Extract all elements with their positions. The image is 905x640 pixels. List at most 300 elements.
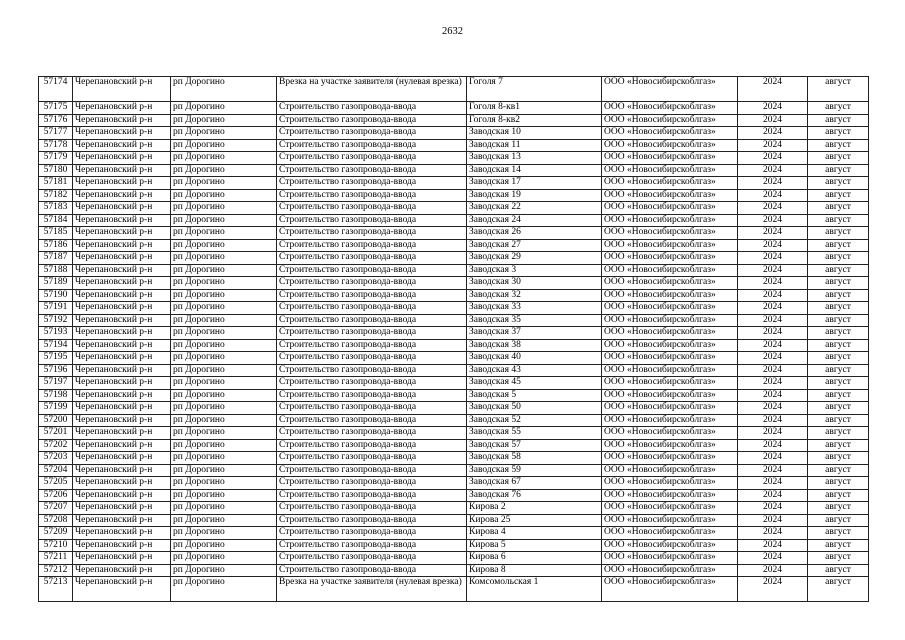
year-cell: 2024 (738, 452, 808, 465)
organization-cell: ООО «Новосибирскоблгаз» (602, 352, 738, 365)
row-number-cell: 57181 (39, 177, 73, 190)
organization-cell: ООО «Новосибирскоблгаз» (602, 277, 738, 290)
month-cell: август (808, 489, 869, 502)
table-row (39, 189, 869, 202)
organization-cell: ООО «Новосибирскоблгаз» (602, 577, 738, 602)
work-type-cell: Строительство газопровода-ввода (277, 152, 467, 165)
work-type-cell: Строительство газопровода-ввода (277, 339, 467, 352)
year-cell: 2024 (738, 502, 808, 515)
month-cell: август (808, 289, 869, 302)
address-cell: Заводская 40 (467, 352, 602, 365)
settlement-cell: рп Дорогино (171, 152, 277, 165)
organization-cell: ООО «Новосибирскоблгаз» (602, 214, 738, 227)
district-cell: Черепановский р-н (73, 139, 171, 152)
month-cell: август (808, 414, 869, 427)
month-cell: август (808, 327, 869, 340)
month-cell: август (808, 339, 869, 352)
row-number-cell: 57176 (39, 114, 73, 127)
district-cell: Черепановский р-н (73, 502, 171, 515)
organization-cell: ООО «Новосибирскоблгаз» (602, 102, 738, 115)
work-type-cell: Строительство газопровода-ввода (277, 527, 467, 540)
row-number-cell: 57174 (39, 77, 73, 102)
settlement-cell: рп Дорогино (171, 77, 277, 102)
address-cell: Заводская 24 (467, 214, 602, 227)
year-cell: 2024 (738, 189, 808, 202)
table-row (39, 277, 869, 290)
work-type-cell: Строительство газопровода-ввода (277, 502, 467, 515)
row-number-cell: 57198 (39, 389, 73, 402)
work-type-cell: Строительство газопровода-ввода (277, 452, 467, 465)
row-number-cell: 57212 (39, 564, 73, 577)
row-number-cell: 57179 (39, 152, 73, 165)
year-cell: 2024 (738, 564, 808, 577)
work-type-cell: Строительство газопровода-ввода (277, 514, 467, 527)
row-number-cell: 57183 (39, 202, 73, 215)
month-cell: август (808, 352, 869, 365)
address-cell: Заводская 10 (467, 127, 602, 140)
year-cell: 2024 (738, 577, 808, 602)
organization-cell: ООО «Новосибирскоблгаз» (602, 427, 738, 440)
address-cell: Заводская 45 (467, 377, 602, 390)
table-row (39, 489, 869, 502)
district-cell: Черепановский р-н (73, 327, 171, 340)
district-cell: Черепановский р-н (73, 577, 171, 602)
settlement-cell: рп Дорогино (171, 189, 277, 202)
year-cell: 2024 (738, 439, 808, 452)
work-type-cell: Строительство газопровода-ввода (277, 439, 467, 452)
year-cell: 2024 (738, 402, 808, 415)
district-cell: Черепановский р-н (73, 227, 171, 240)
table-row (39, 302, 869, 315)
settlement-cell: рп Дорогино (171, 552, 277, 565)
month-cell: август (808, 102, 869, 115)
organization-cell: ООО «Новосибирскоблгаз» (602, 502, 738, 515)
address-cell: Кирова 25 (467, 514, 602, 527)
settlement-cell: рп Дорогино (171, 177, 277, 190)
settlement-cell: рп Дорогино (171, 339, 277, 352)
district-cell: Черепановский р-н (73, 377, 171, 390)
year-cell: 2024 (738, 164, 808, 177)
table-row (39, 139, 869, 152)
row-number-cell: 57188 (39, 264, 73, 277)
work-type-cell: Строительство газопровода-ввода (277, 539, 467, 552)
month-cell: август (808, 239, 869, 252)
settlement-cell: рп Дорогино (171, 377, 277, 390)
table-row (39, 164, 869, 177)
table-row (39, 152, 869, 165)
organization-cell: ООО «Новосибирскоблгаз» (602, 164, 738, 177)
work-type-cell: Строительство газопровода-ввода (277, 552, 467, 565)
table-row (39, 214, 869, 227)
address-cell: Заводская 3 (467, 264, 602, 277)
district-cell: Черепановский р-н (73, 389, 171, 402)
district-cell: Черепановский р-н (73, 477, 171, 490)
year-cell: 2024 (738, 214, 808, 227)
settlement-cell: рп Дорогино (171, 539, 277, 552)
month-cell: август (808, 127, 869, 140)
organization-cell: ООО «Новосибирскоблгаз» (602, 439, 738, 452)
year-cell: 2024 (738, 552, 808, 565)
month-cell: август (808, 427, 869, 440)
address-cell: Гоголя 8-кв2 (467, 114, 602, 127)
year-cell: 2024 (738, 289, 808, 302)
organization-cell: ООО «Новосибирскоблгаз» (602, 202, 738, 215)
address-cell: Комсомольская 1 (467, 577, 602, 602)
year-cell: 2024 (738, 539, 808, 552)
table-row (39, 352, 869, 365)
settlement-cell: рп Дорогино (171, 489, 277, 502)
settlement-cell: рп Дорогино (171, 252, 277, 265)
row-number-cell: 57187 (39, 252, 73, 265)
year-cell: 2024 (738, 127, 808, 140)
settlement-cell: рп Дорогино (171, 227, 277, 240)
month-cell: август (808, 452, 869, 465)
row-number-cell: 57205 (39, 477, 73, 490)
year-cell: 2024 (738, 364, 808, 377)
work-type-cell: Строительство газопровода-ввода (277, 464, 467, 477)
district-cell: Черепановский р-н (73, 489, 171, 502)
work-type-cell: Строительство газопровода-ввода (277, 127, 467, 140)
year-cell: 2024 (738, 327, 808, 340)
settlement-cell: рп Дорогино (171, 439, 277, 452)
month-cell: август (808, 577, 869, 602)
month-cell: август (808, 139, 869, 152)
address-cell: Заводская 13 (467, 152, 602, 165)
work-type-cell: Строительство газопровода-ввода (277, 302, 467, 315)
organization-cell: ООО «Новосибирскоблгаз» (602, 264, 738, 277)
organization-cell: ООО «Новосибирскоблгаз» (602, 127, 738, 140)
table-row (39, 464, 869, 477)
organization-cell: ООО «Новосибирскоблгаз» (602, 552, 738, 565)
year-cell: 2024 (738, 227, 808, 240)
row-number-cell: 57194 (39, 339, 73, 352)
work-type-cell: Строительство газопровода-ввода (277, 102, 467, 115)
organization-cell: ООО «Новосибирскоблгаз» (602, 564, 738, 577)
month-cell: август (808, 477, 869, 490)
table-row (39, 514, 869, 527)
district-cell: Черепановский р-н (73, 439, 171, 452)
table-row (39, 439, 869, 452)
row-number-cell: 57206 (39, 489, 73, 502)
district-cell: Черепановский р-н (73, 527, 171, 540)
row-number-cell: 57195 (39, 352, 73, 365)
work-type-cell: Строительство газопровода-ввода (277, 252, 467, 265)
settlement-cell: рп Дорогино (171, 314, 277, 327)
district-cell: Черепановский р-н (73, 252, 171, 265)
address-cell: Заводская 32 (467, 289, 602, 302)
district-cell: Черепановский р-н (73, 77, 171, 102)
address-cell: Заводская 35 (467, 314, 602, 327)
work-type-cell: Строительство газопровода-ввода (277, 489, 467, 502)
address-cell: Заводская 26 (467, 227, 602, 240)
year-cell: 2024 (738, 389, 808, 402)
organization-cell: ООО «Новосибирскоблгаз» (602, 539, 738, 552)
month-cell: август (808, 539, 869, 552)
table-row (39, 414, 869, 427)
settlement-cell: рп Дорогино (171, 289, 277, 302)
settlement-cell: рп Дорогино (171, 452, 277, 465)
work-type-cell: Строительство газопровода-ввода (277, 214, 467, 227)
organization-cell: ООО «Новосибирскоблгаз» (602, 364, 738, 377)
settlement-cell: рп Дорогино (171, 477, 277, 490)
district-cell: Черепановский р-н (73, 102, 171, 115)
year-cell: 2024 (738, 352, 808, 365)
district-cell: Черепановский р-н (73, 189, 171, 202)
table-row (39, 527, 869, 540)
address-cell: Кирова 2 (467, 502, 602, 515)
address-cell: Заводская 29 (467, 252, 602, 265)
organization-cell: ООО «Новосибирскоблгаз» (602, 514, 738, 527)
district-cell: Черепановский р-н (73, 114, 171, 127)
address-cell: Заводская 57 (467, 439, 602, 452)
table-row (39, 577, 869, 602)
work-type-cell: Строительство газопровода-ввода (277, 327, 467, 340)
row-number-cell: 57175 (39, 102, 73, 115)
work-type-cell: Строительство газопровода-ввода (277, 114, 467, 127)
year-cell: 2024 (738, 489, 808, 502)
settlement-cell: рп Дорогино (171, 302, 277, 315)
table-row (39, 202, 869, 215)
month-cell: август (808, 114, 869, 127)
settlement-cell: рп Дорогино (171, 164, 277, 177)
row-number-cell: 57210 (39, 539, 73, 552)
month-cell: август (808, 402, 869, 415)
organization-cell: ООО «Новосибирскоблгаз» (602, 239, 738, 252)
row-number-cell: 57211 (39, 552, 73, 565)
address-cell: Заводская 5 (467, 389, 602, 402)
work-type-cell: Строительство газопровода-ввода (277, 164, 467, 177)
work-type-cell: Строительство газопровода-ввода (277, 477, 467, 490)
settlement-cell: рп Дорогино (171, 427, 277, 440)
table-row (39, 177, 869, 190)
row-number-cell: 57185 (39, 227, 73, 240)
settlement-cell: рп Дорогино (171, 277, 277, 290)
settlement-cell: рп Дорогино (171, 327, 277, 340)
organization-cell: ООО «Новосибирскоблгаз» (602, 152, 738, 165)
address-cell: Заводская 33 (467, 302, 602, 315)
work-type-cell: Строительство газопровода-ввода (277, 202, 467, 215)
row-number-cell: 57189 (39, 277, 73, 290)
table-row (39, 289, 869, 302)
year-cell: 2024 (738, 239, 808, 252)
district-cell: Черепановский р-н (73, 427, 171, 440)
address-cell: Заводская 43 (467, 364, 602, 377)
year-cell: 2024 (738, 414, 808, 427)
month-cell: август (808, 164, 869, 177)
year-cell: 2024 (738, 264, 808, 277)
month-cell: август (808, 152, 869, 165)
settlement-cell: рп Дорогино (171, 502, 277, 515)
table-row (39, 452, 869, 465)
settlement-cell: рп Дорогино (171, 364, 277, 377)
work-type-cell: Врезка на участке заявителя (нулевая врезка) (277, 77, 467, 102)
district-cell: Черепановский р-н (73, 214, 171, 227)
address-cell: Кирова 5 (467, 539, 602, 552)
table-row (39, 552, 869, 565)
year-cell: 2024 (738, 527, 808, 540)
month-cell: август (808, 564, 869, 577)
month-cell: август (808, 514, 869, 527)
organization-cell: ООО «Новосибирскоблгаз» (602, 452, 738, 465)
row-number-cell: 57196 (39, 364, 73, 377)
row-number-cell: 57203 (39, 452, 73, 465)
district-cell: Черепановский р-н (73, 514, 171, 527)
district-cell: Черепановский р-н (73, 402, 171, 415)
settlement-cell: рп Дорогино (171, 352, 277, 365)
year-cell: 2024 (738, 114, 808, 127)
work-type-cell: Строительство газопровода-ввода (277, 364, 467, 377)
month-cell: август (808, 527, 869, 540)
table-row (39, 364, 869, 377)
table-row (39, 227, 869, 240)
work-type-cell: Строительство газопровода-ввода (277, 264, 467, 277)
table-row (39, 389, 869, 402)
work-type-cell: Строительство газопровода-ввода (277, 277, 467, 290)
settlement-cell: рп Дорогино (171, 127, 277, 140)
address-cell: Заводская 37 (467, 327, 602, 340)
district-cell: Черепановский р-н (73, 202, 171, 215)
row-number-cell: 57200 (39, 414, 73, 427)
address-cell: Кирова 8 (467, 564, 602, 577)
organization-cell: ООО «Новосибирскоблгаз» (602, 527, 738, 540)
table-row (39, 564, 869, 577)
settlement-cell: рп Дорогино (171, 114, 277, 127)
settlement-cell: рп Дорогино (171, 239, 277, 252)
work-type-cell: Строительство газопровода-ввода (277, 227, 467, 240)
month-cell: август (808, 502, 869, 515)
row-number-cell: 57193 (39, 327, 73, 340)
district-cell: Черепановский р-н (73, 339, 171, 352)
address-cell: Заводская 52 (467, 414, 602, 427)
row-number-cell: 57199 (39, 402, 73, 415)
row-number-cell: 57177 (39, 127, 73, 140)
address-cell: Заводская 19 (467, 189, 602, 202)
settlement-cell: рп Дорогино (171, 464, 277, 477)
address-cell: Заводская 14 (467, 164, 602, 177)
month-cell: август (808, 77, 869, 102)
organization-cell: ООО «Новосибирскоблгаз» (602, 414, 738, 427)
organization-cell: ООО «Новосибирскоблгаз» (602, 189, 738, 202)
table-row (39, 539, 869, 552)
table-row (39, 77, 869, 102)
month-cell: август (808, 364, 869, 377)
table-row (39, 102, 869, 115)
row-number-cell: 57190 (39, 289, 73, 302)
settlement-cell: рп Дорогино (171, 414, 277, 427)
address-cell: Заводская 38 (467, 339, 602, 352)
organization-cell: ООО «Новосибирскоблгаз» (602, 114, 738, 127)
row-number-cell: 57186 (39, 239, 73, 252)
work-type-cell: Строительство газопровода-ввода (277, 389, 467, 402)
table-row (39, 377, 869, 390)
month-cell: август (808, 227, 869, 240)
address-cell: Заводская 17 (467, 177, 602, 190)
year-cell: 2024 (738, 339, 808, 352)
row-number-cell: 57209 (39, 527, 73, 540)
address-cell: Заводская 11 (467, 139, 602, 152)
table-row (39, 502, 869, 515)
table-row (39, 327, 869, 340)
row-number-cell: 57182 (39, 189, 73, 202)
district-cell: Черепановский р-н (73, 464, 171, 477)
year-cell: 2024 (738, 252, 808, 265)
district-cell: Черепановский р-н (73, 414, 171, 427)
district-cell: Черепановский р-н (73, 452, 171, 465)
organization-cell: ООО «Новосибирскоблгаз» (602, 314, 738, 327)
row-number-cell: 57184 (39, 214, 73, 227)
table-row (39, 114, 869, 127)
organization-cell: ООО «Новосибирскоблгаз» (602, 489, 738, 502)
organization-cell: ООО «Новосибирскоблгаз» (602, 327, 738, 340)
work-type-cell: Строительство газопровода-ввода (277, 402, 467, 415)
organization-cell: ООО «Новосибирскоблгаз» (602, 177, 738, 190)
district-cell: Черепановский р-н (73, 277, 171, 290)
address-cell: Заводская 76 (467, 489, 602, 502)
district-cell: Черепановский р-н (73, 177, 171, 190)
year-cell: 2024 (738, 152, 808, 165)
year-cell: 2024 (738, 314, 808, 327)
work-type-cell: Врезка на участке заявителя (нулевая врезка) (277, 577, 467, 602)
work-type-cell: Строительство газопровода-ввода (277, 289, 467, 302)
month-cell: август (808, 389, 869, 402)
row-number-cell: 57201 (39, 427, 73, 440)
work-type-cell: Строительство газопровода-ввода (277, 139, 467, 152)
year-cell: 2024 (738, 177, 808, 190)
settlement-cell: рп Дорогино (171, 264, 277, 277)
row-number-cell: 57178 (39, 139, 73, 152)
address-cell: Заводская 59 (467, 464, 602, 477)
month-cell: август (808, 439, 869, 452)
row-number-cell: 57208 (39, 514, 73, 527)
settlement-cell: рп Дорогино (171, 214, 277, 227)
work-type-cell: Строительство газопровода-ввода (277, 377, 467, 390)
row-number-cell: 57202 (39, 439, 73, 452)
work-type-cell: Строительство газопровода-ввода (277, 564, 467, 577)
gas-connection-table (38, 76, 869, 602)
organization-cell: ООО «Новосибирскоблгаз» (602, 302, 738, 315)
settlement-cell: рп Дорогино (171, 527, 277, 540)
row-number-cell: 57192 (39, 314, 73, 327)
table-row (39, 252, 869, 265)
organization-cell: ООО «Новосибирскоблгаз» (602, 289, 738, 302)
month-cell: август (808, 277, 869, 290)
month-cell: август (808, 264, 869, 277)
year-cell: 2024 (738, 464, 808, 477)
work-type-cell: Строительство газопровода-ввода (277, 427, 467, 440)
year-cell: 2024 (738, 277, 808, 290)
address-cell: Заводская 27 (467, 239, 602, 252)
month-cell: август (808, 314, 869, 327)
district-cell: Черепановский р-н (73, 152, 171, 165)
table-row (39, 427, 869, 440)
month-cell: август (808, 252, 869, 265)
settlement-cell: рп Дорогино (171, 402, 277, 415)
work-type-cell: Строительство газопровода-ввода (277, 177, 467, 190)
address-cell: Заводская 30 (467, 277, 602, 290)
year-cell: 2024 (738, 477, 808, 490)
organization-cell: ООО «Новосибирскоблгаз» (602, 402, 738, 415)
year-cell: 2024 (738, 514, 808, 527)
year-cell: 2024 (738, 202, 808, 215)
district-cell: Черепановский р-н (73, 552, 171, 565)
work-type-cell: Строительство газопровода-ввода (277, 314, 467, 327)
work-type-cell: Строительство газопровода-ввода (277, 189, 467, 202)
organization-cell: ООО «Новосибирскоблгаз» (602, 77, 738, 102)
table-row (39, 239, 869, 252)
district-cell: Черепановский р-н (73, 302, 171, 315)
district-cell: Черепановский р-н (73, 239, 171, 252)
year-cell: 2024 (738, 102, 808, 115)
